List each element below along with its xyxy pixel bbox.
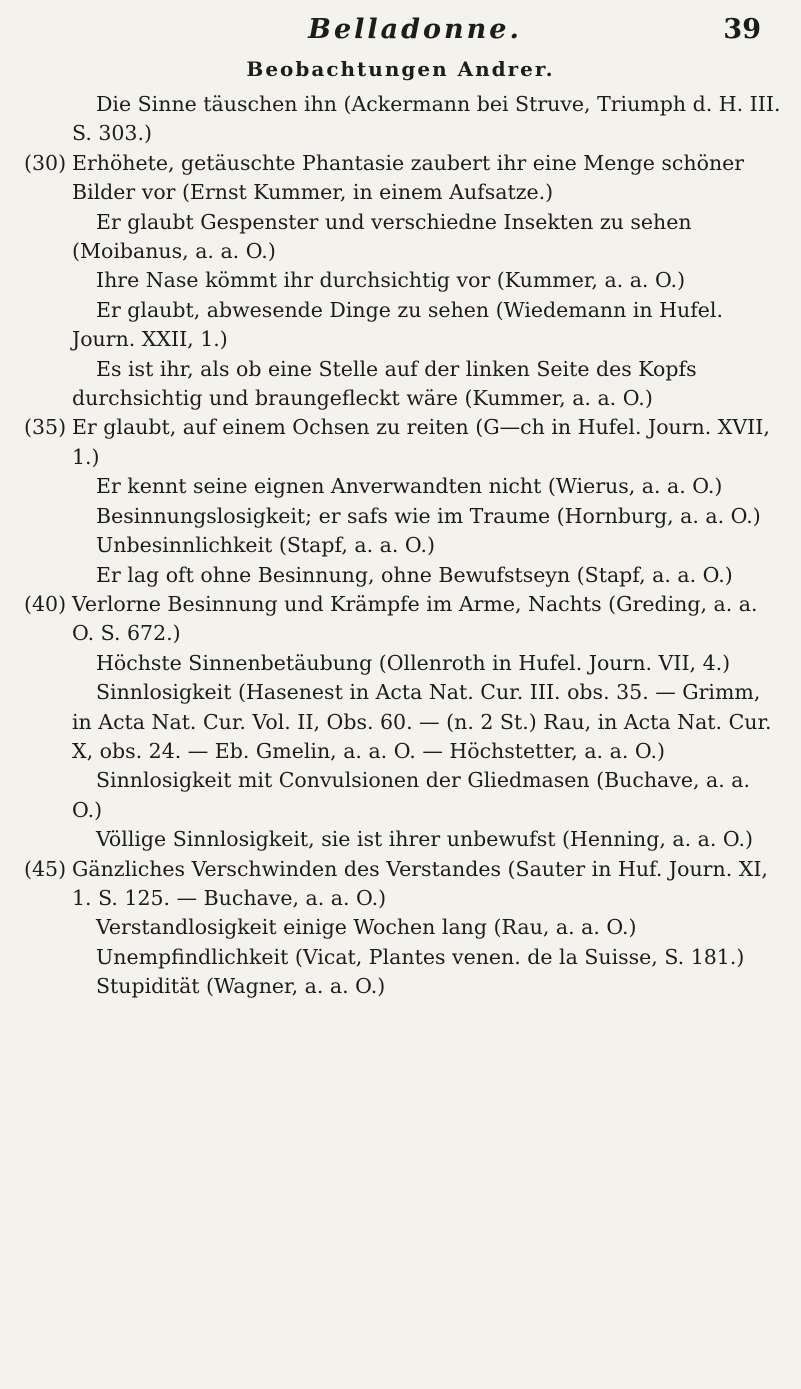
symptom-entry	[24, 90, 781, 149]
symptom-entry	[24, 766, 781, 825]
entry-text: Stupidität (Wagner, a. a. O.)	[96, 974, 386, 999]
symptom-entry	[24, 561, 781, 590]
entry-text: Er glaubt, abwesende Dinge zu sehen (Wiedemann in Hufel. Journ. XXII, 1.)	[72, 297, 724, 352]
symptom-entry	[24, 208, 781, 267]
symptom-entry	[24, 355, 781, 414]
section-heading: Beobachtungen Andrer.	[246, 57, 555, 81]
symptom-entry	[24, 413, 781, 472]
entry-text: Höchste Sinnenbetäubung (Ollenroth in Hufel. Journ. VII, 4.)	[96, 650, 731, 675]
entry-number: (40)	[24, 591, 67, 616]
entry-text: Verstandlosigkeit einige Wochen lang (Rau, a. a. O.)	[96, 915, 637, 940]
entry-text: Er lag oft ohne Besinnung, ohne Bewufstseyn (Stapf, a. a. O.)	[96, 562, 733, 587]
entry-text: Ihre Nase kömmt ihr durchsichtig vor (Kummer, a. a. O.)	[96, 268, 686, 293]
symptom-entry	[24, 296, 781, 355]
entry-text: Er glaubt Gespenster und verschiedne Insekten zu sehen (Moibanus, a. a. O.)	[72, 209, 692, 264]
entry-text: Erhöhete, getäuschte Phantasie zaubert ihr eine Menge schöner Bilder vor (Ernst Kummer, in einem Aufsatze.)	[72, 150, 745, 205]
entry-text: Verlorne Besinnung und Krämpfe im Arme, Nachts (Greding, a. a. O. S. 672.)	[72, 591, 758, 646]
entry-text: Sinnlosigkeit mit Convulsionen der Gliedmasen (Buchave, a. a. O.)	[72, 768, 751, 822]
entry-text: Unempfindlichkeit (Vicat, Plantes venen. de la Suisse, S. 181.)	[96, 944, 745, 969]
entry-text: Er glaubt, auf einem Ochsen zu reiten (G—ch in Hufel. Journ. XVII, 1.)	[72, 415, 770, 469]
symptom-list	[24, 90, 781, 1002]
symptom-entry	[24, 943, 781, 972]
page-header	[0, 14, 801, 44]
entry-text: Besinnungslosigkeit; er safs wie im Traume (Hornburg, a. a. O.)	[96, 503, 761, 528]
symptom-entry	[24, 678, 781, 766]
entry-text: Völlige Sinnlosigkeit, sie ist ihrer unbewufst (Henning, a. a. O.)	[96, 827, 753, 852]
page-number: 39	[723, 14, 761, 45]
symptom-entry	[24, 531, 781, 560]
symptom-entry	[24, 972, 781, 1001]
entry-text: Unbesinnlichkeit (Stapf, a. a. O.)	[96, 533, 436, 558]
symptom-entry	[24, 149, 781, 208]
entry-text: Es ist ihr, als ob eine Stelle auf der linken Seite des Kopfs durchsichtig und braungefleckt wäre (Kummer, a. a. O.)	[72, 356, 697, 411]
entry-number: (30)	[24, 150, 67, 175]
entry-text: Sinnlosigkeit (Hasenest in Acta Nat. Cur. III. obs. 35. — Grimm, in Acta Nat. Cur. Vol. II, Obs. 60. — (n. 2 St.) Rau, in Acta Nat. Cur. X, obs. 24. — Eb. Gmelin, a. a. O. — Höchstetter, a. a. O.)	[72, 680, 772, 763]
entry-number: (35)	[24, 415, 67, 440]
symptom-entry	[24, 590, 781, 649]
symptom-entry	[24, 266, 781, 295]
entry-text: Die Sinne täuschen ihn (Ackermann bei Struve, Triumph d. H. III. S. 303.)	[72, 92, 781, 146]
entry-text: Gänzliches Verschwinden des Verstandes (Sauter in Huf. Journ. XI, 1. S. 125. — Buchave, a. a. O.)	[72, 856, 768, 910]
symptom-entry	[24, 855, 781, 914]
running-title: Belladonne.	[308, 14, 522, 45]
entry-number: (45)	[24, 856, 67, 881]
symptom-entry	[24, 502, 781, 531]
symptom-entry	[24, 472, 781, 501]
symptom-entry	[24, 825, 781, 854]
symptom-entry	[24, 649, 781, 678]
entry-text: Er kennt seine eignen Anverwandten nicht (Wierus, a. a. O.)	[96, 474, 723, 499]
symptom-entry	[24, 913, 781, 942]
